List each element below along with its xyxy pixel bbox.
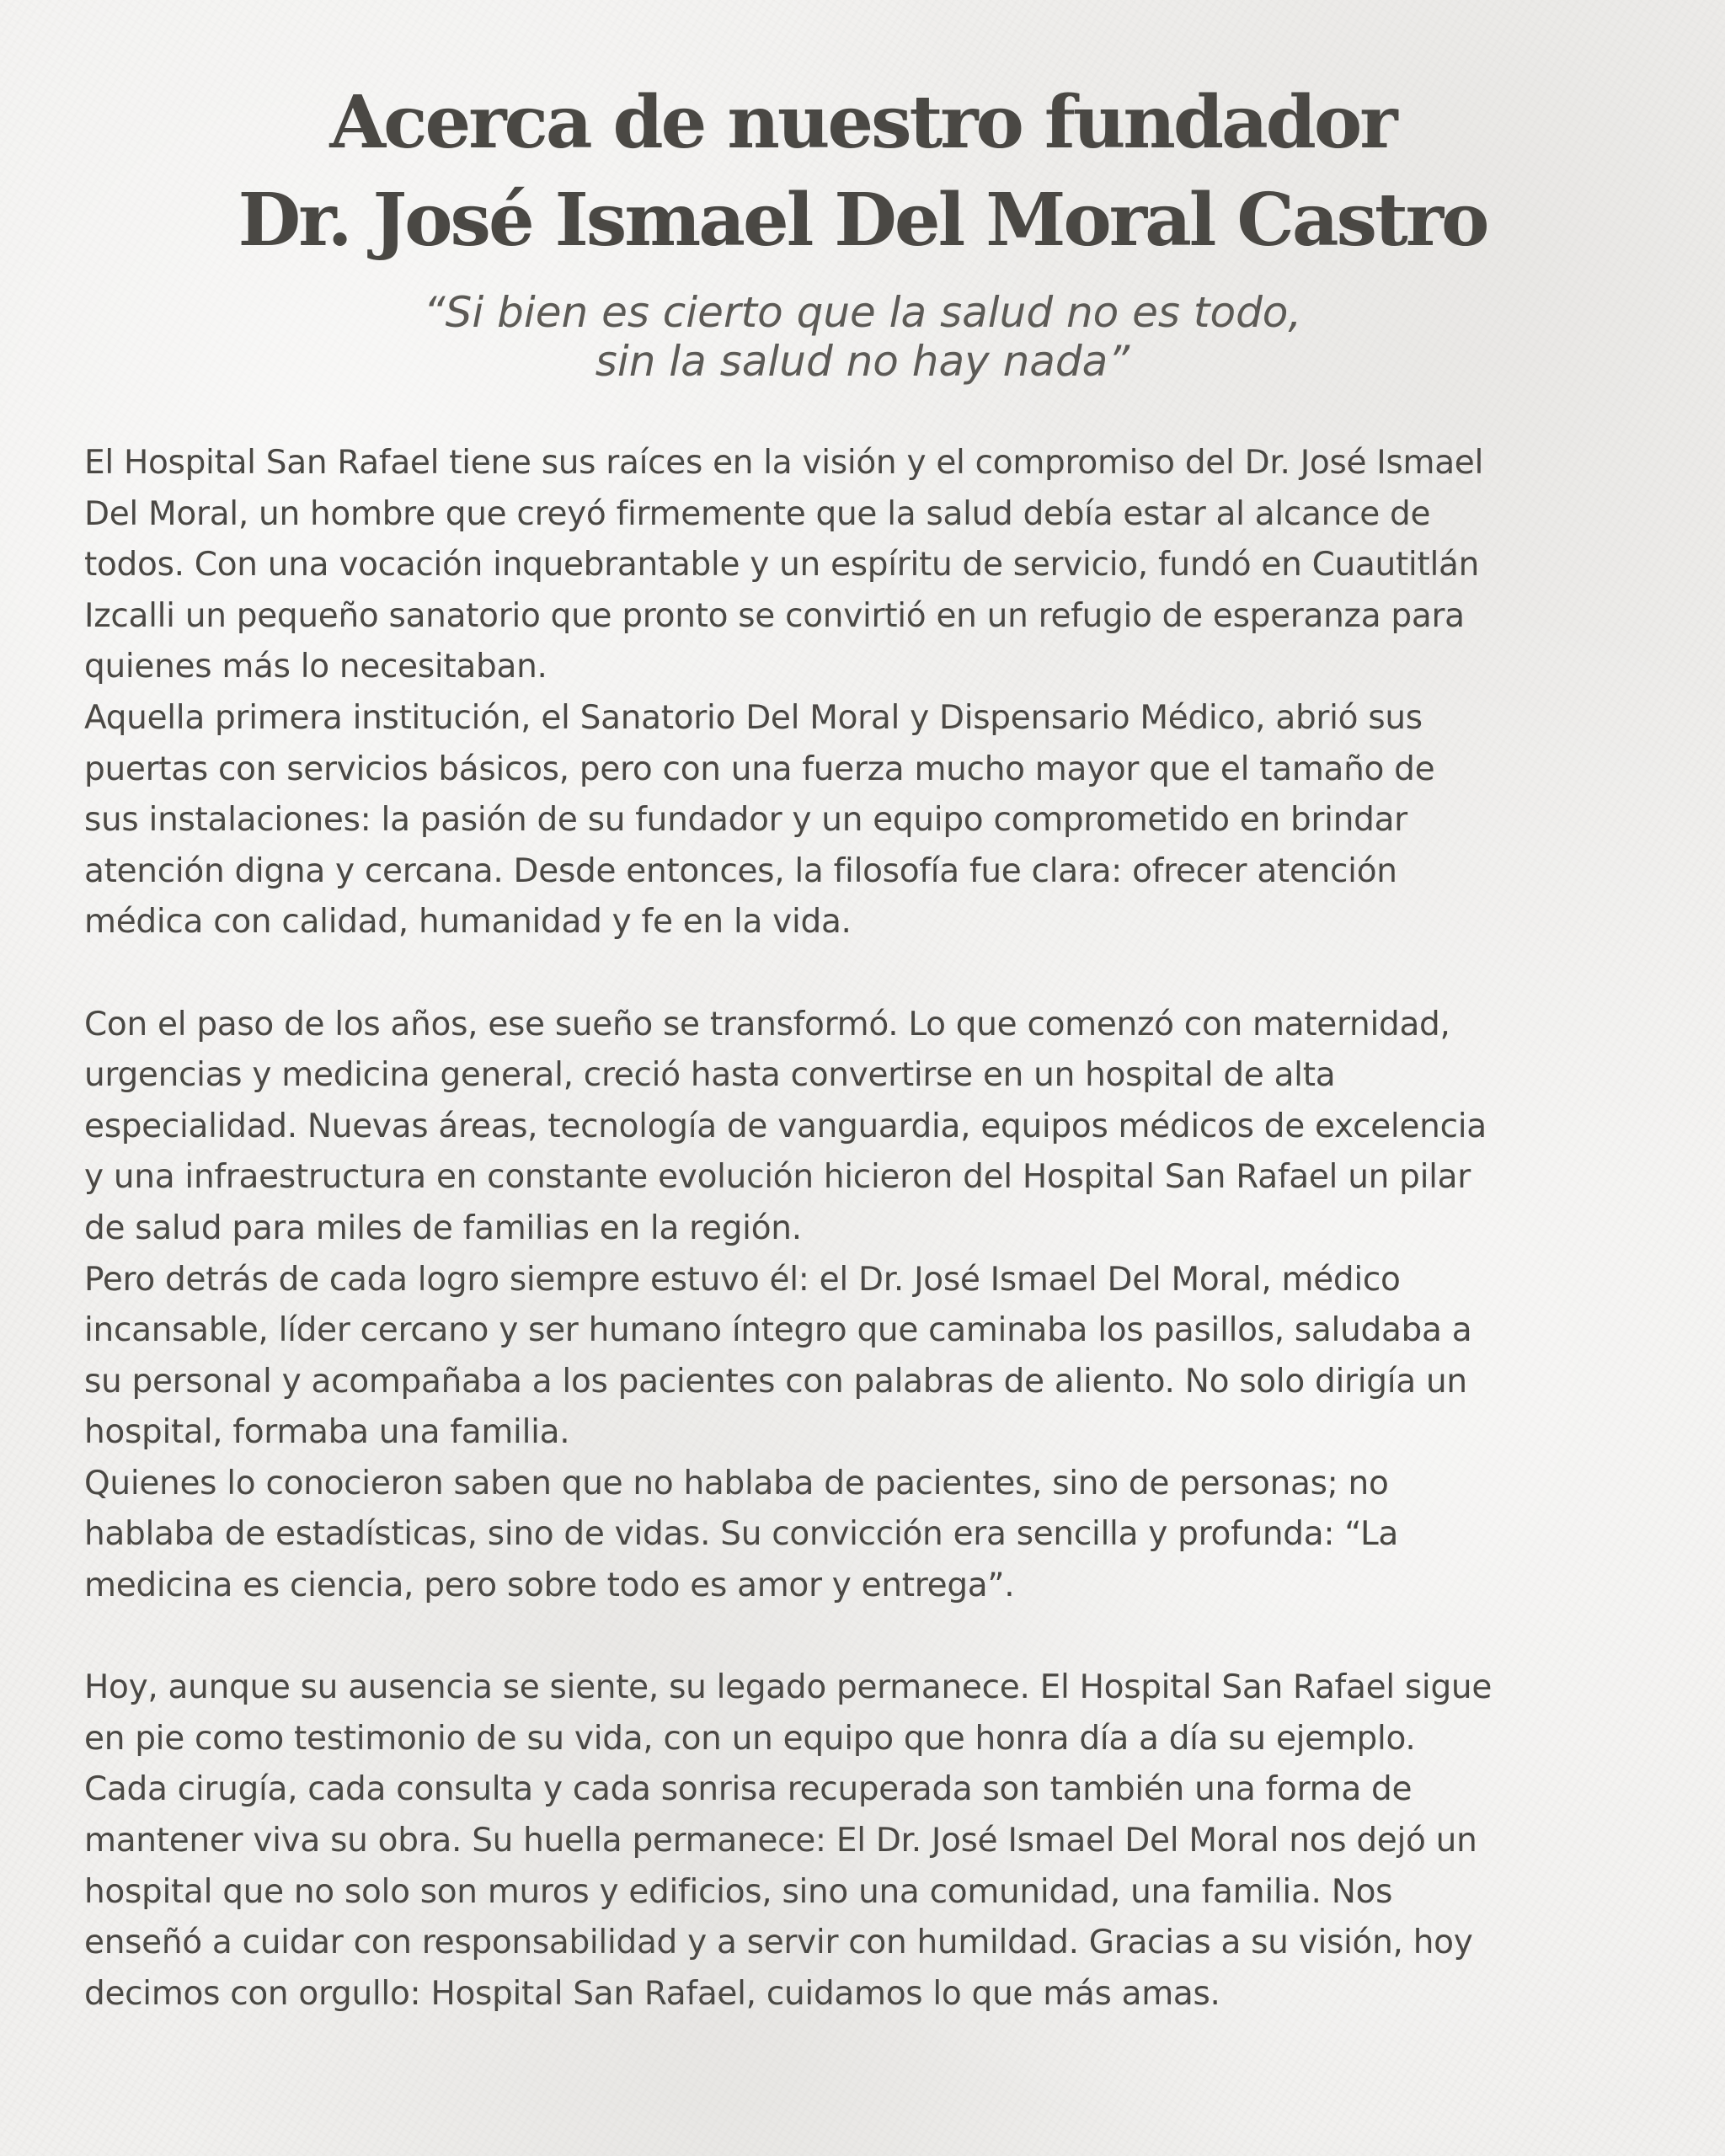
quote-line-2: sin la salud no hay nada” — [595, 337, 1130, 386]
body-line: Quienes lo conocieron saben que no hablaba de pacientes, sino de personas; no — [84, 1464, 1389, 1502]
body-line: puertas con servicios básicos, pero con una fuerza mucho mayor que el tamaño de — [84, 750, 1435, 788]
body-line: urgencias y medicina general, creció hasta convertirse en un hospital de alta — [84, 1056, 1336, 1095]
body-line: en pie como testimonio de su vida, con un equipo que honra día a día su ejemplo. — [84, 1719, 1416, 1758]
body-line: hablaba de estadísticas, sino de vidas. Su convicción era sencilla y profunda: “La — [84, 1515, 1399, 1554]
body-line: mantener viva su obra. Su huella permanece: El Dr. José Ismael Del Moral nos dejó un — [84, 1822, 1477, 1860]
title-line-2: Dr. José Ismael Del Moral Castro — [238, 178, 1487, 263]
page-title — [0, 74, 1725, 270]
body-line: medicina es ciencia, pero sobre todo es amor y entrega”. — [84, 1566, 1015, 1605]
body-line: enseñó a cuidar con responsabilidad y a servir con humildad. Gracias a su visión, hoy — [84, 1924, 1473, 1962]
body-line: su personal y acompañaba a los pacientes con palabras de aliento. No solo dirigía un — [84, 1362, 1467, 1401]
body-line: Hoy, aunque su ausencia se siente, su legado permanece. El Hospital San Rafael sigue — [84, 1668, 1493, 1707]
body-line: todos. Con una vocación inquebrantable y un espíritu de servicio, fundó en Cuautitlán — [84, 546, 1480, 584]
founder-quote — [0, 288, 1725, 386]
body-line: y una infraestructura en constante evolución hicieron del Hospital San Rafael un pilar — [84, 1158, 1471, 1197]
body-line: médica con calidad, humanidad y fe en la vida. — [84, 903, 852, 942]
paragraph-spacer — [84, 948, 1651, 1000]
body-line: hospital, formaba una familia. — [84, 1413, 570, 1452]
body-line: Cada cirugía, cada consulta y cada sonrisa recuperada son también una forma de — [84, 1770, 1413, 1809]
body-line: Con el paso de los años, ese sueño se transformó. Lo que comenzó con maternidad, — [84, 1005, 1450, 1043]
body-line: quienes más lo necesitaban. — [84, 648, 547, 686]
body-line: sus instalaciones: la pasión de su fundador y un equipo comprometido en brindar — [84, 801, 1407, 840]
body-text — [84, 438, 1651, 2020]
body-line: especialidad. Nuevas áreas, tecnología de vanguardia, equipos médicos de excelencia — [84, 1107, 1487, 1145]
body-line: incansable, líder cercano y ser humano íntegro que caminaba los pasillos, saludaba a — [84, 1311, 1472, 1350]
paragraph-spacer — [84, 1612, 1651, 1663]
body-line: Aquella primera institución, el Sanatorio Del Moral y Dispensario Médico, abrió sus — [84, 698, 1423, 737]
body-line: hospital que no solo son muros y edificios, sino una comunidad, una familia. Nos — [84, 1872, 1393, 1911]
quote-line-1: “Si bien es cierto que la salud no es todo, — [423, 288, 1302, 337]
body-line: atención digna y cercana. Desde entonces, la filosofía fue clara: ofrecer atención — [84, 851, 1397, 890]
body-line: Izcalli un pequeño sanatorio que pronto se convirtió en un refugio de esperanza para — [84, 596, 1465, 635]
body-line: El Hospital San Rafael tiene sus raíces en la visión y el compromiso del Dr. José Ismael — [84, 444, 1484, 482]
body-line: decimos con orgullo: Hospital San Rafael, cuidamos lo que más amas. — [84, 1974, 1220, 2013]
body-line: Pero detrás de cada logro siempre estuvo él: el Dr. José Ismael Del Moral, médico — [84, 1260, 1401, 1299]
body-line: Del Moral, un hombre que creyó firmemente que la salud debía estar al alcance de — [84, 494, 1431, 533]
title-line-1: Acerca de nuestro fundador — [329, 80, 1396, 165]
body-line: de salud para miles de familias en la región. — [84, 1209, 802, 1247]
